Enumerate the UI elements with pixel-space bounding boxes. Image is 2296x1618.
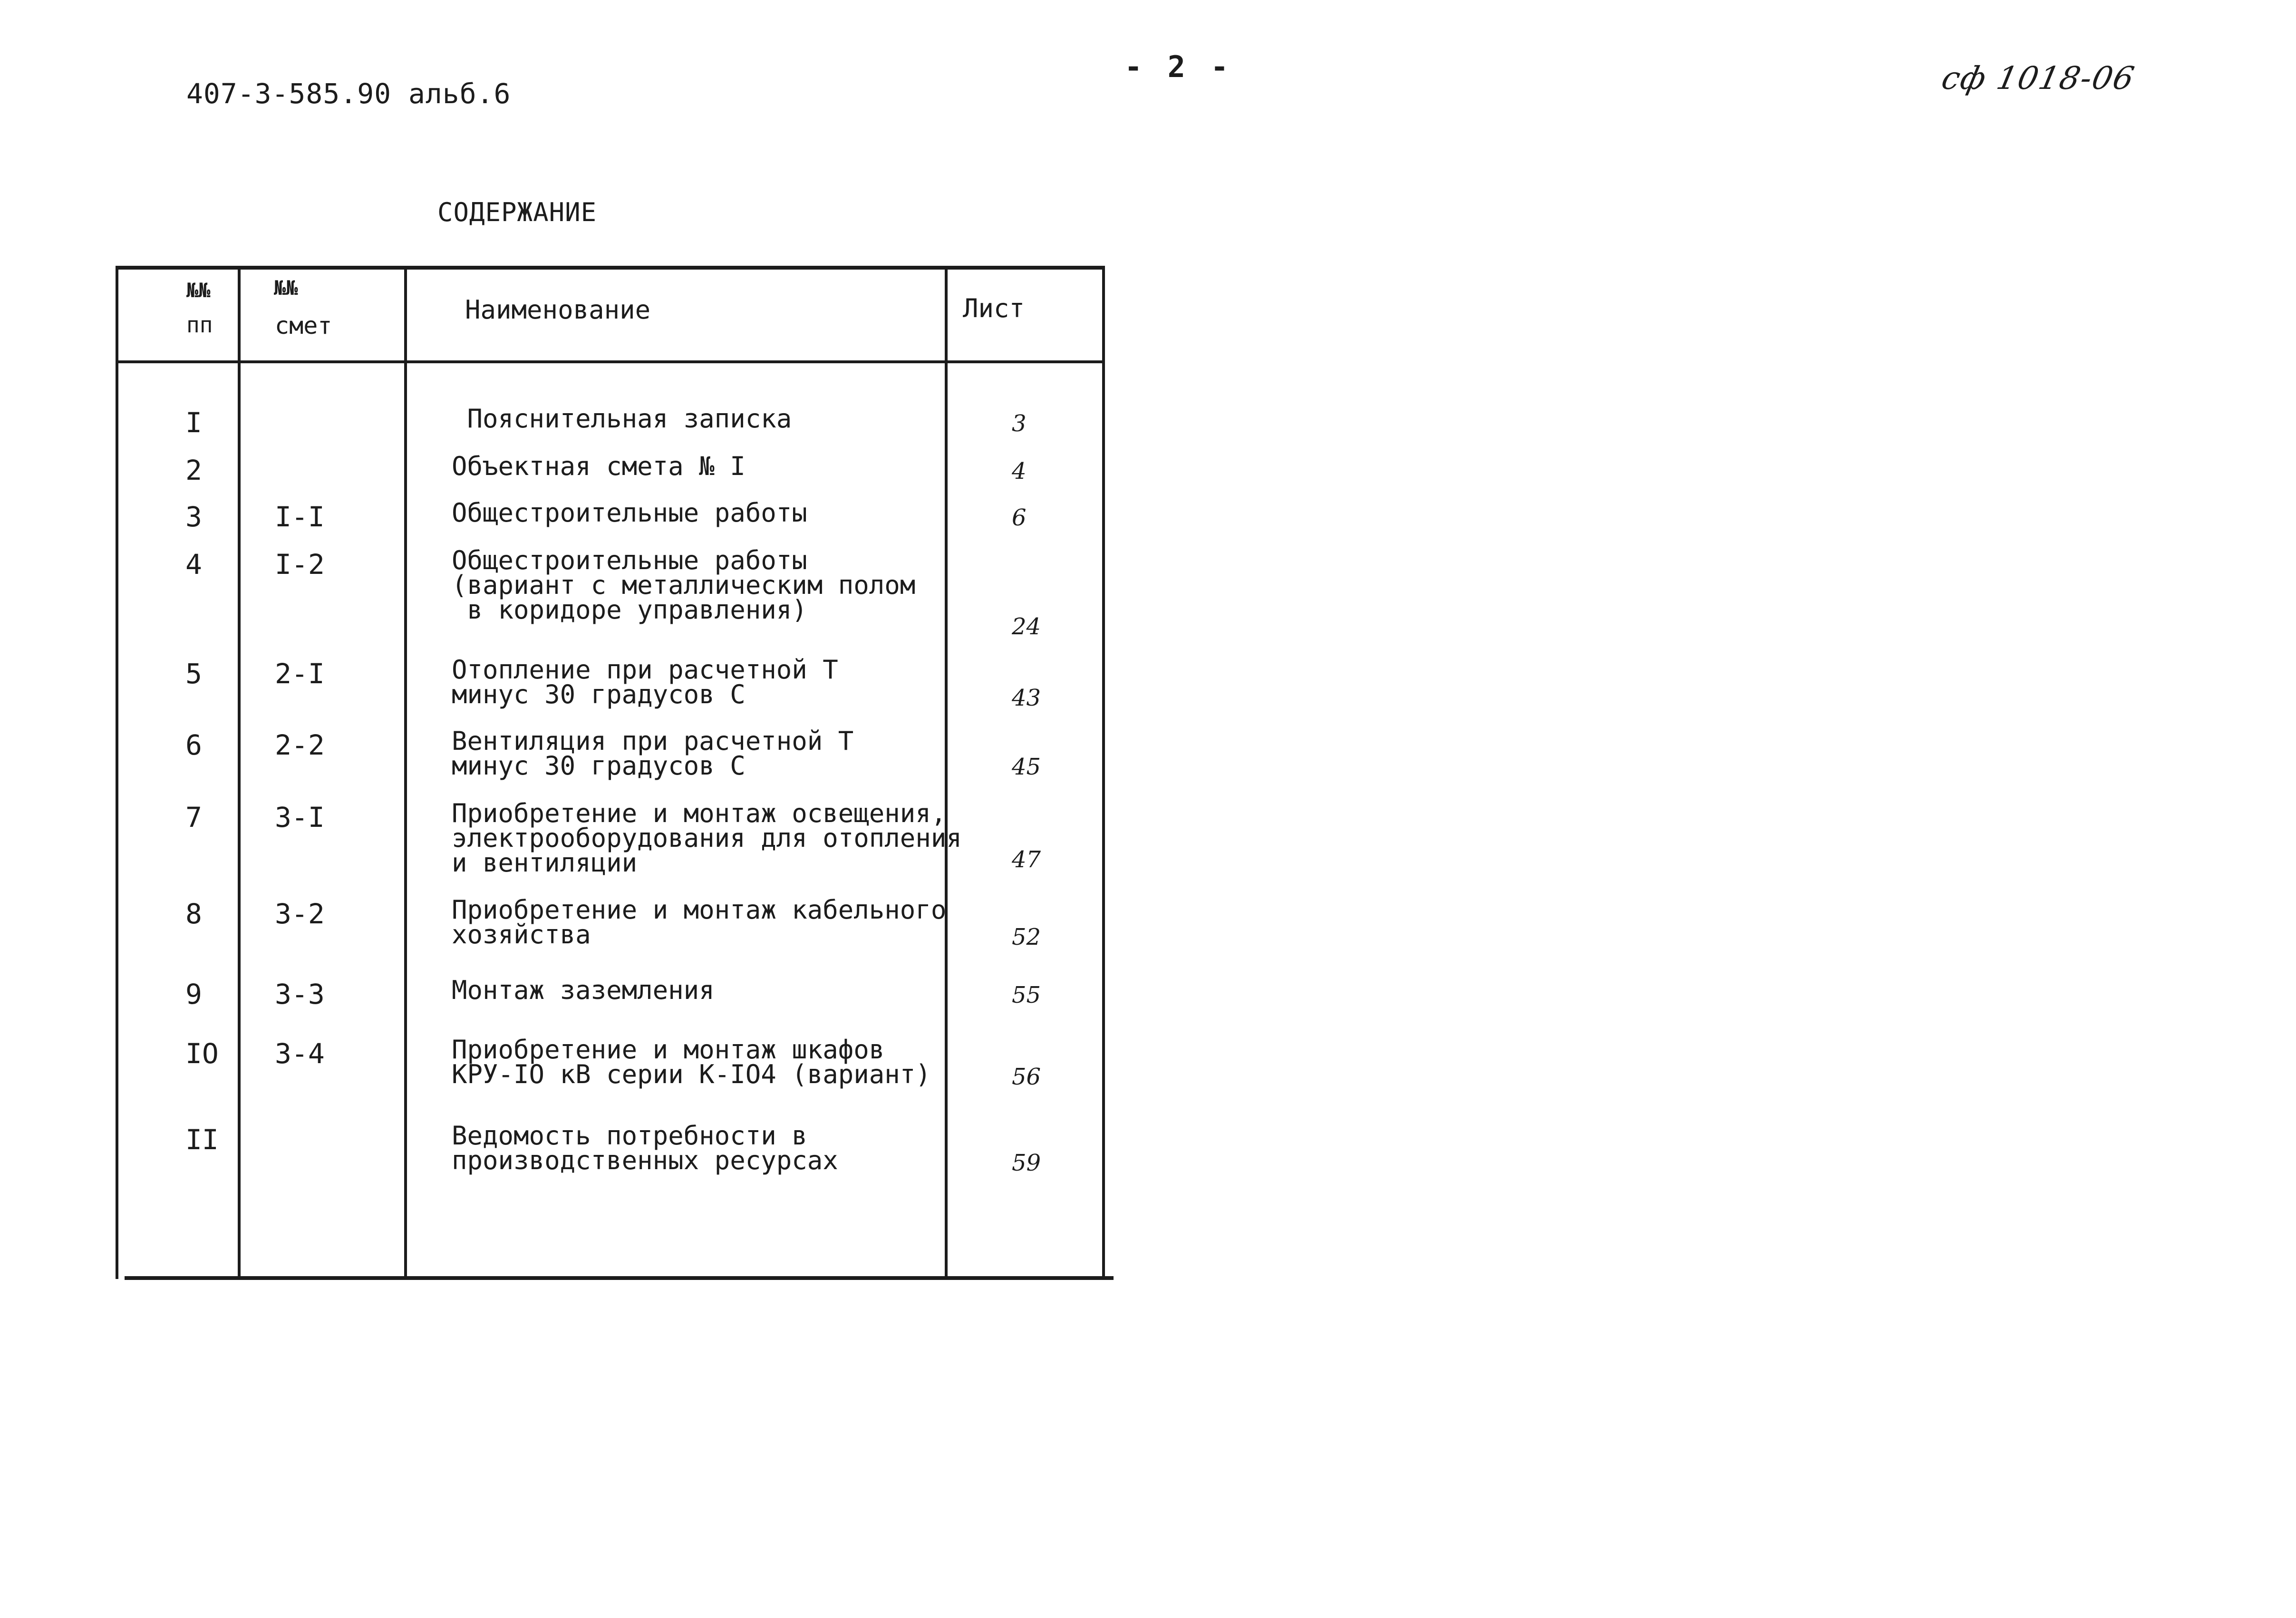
row-name: Общестроительные работы: [452, 498, 807, 528]
row-number: 2: [185, 454, 202, 486]
row-name: Общестроительные работы (вариант с металлическим полом в коридоре управления): [452, 545, 916, 625]
row-sheet: 6: [1012, 504, 1027, 531]
table-rule-bottom: [125, 1276, 1114, 1280]
row-sheet: 55: [1012, 982, 1041, 1008]
row-sheet: 47: [1012, 846, 1041, 873]
handwritten-code: сф 1018-06: [1938, 60, 2139, 97]
table-rule-col1: [238, 266, 241, 1279]
table-rule-top: [116, 266, 1104, 270]
row-estimate: 3-3: [275, 978, 325, 1010]
row-sheet: 52: [1012, 924, 1041, 950]
row-estimate: I-I: [275, 501, 325, 533]
row-estimate: 3-4: [275, 1037, 325, 1070]
row-name: Отопление при расчетной Т минус 30 градусов С: [452, 655, 838, 709]
row-sheet: 4: [1012, 458, 1027, 484]
row-sheet: 56: [1012, 1064, 1041, 1090]
row-name: Вентиляция при расчетной Т минус 30 градусов С: [452, 726, 854, 781]
row-estimate: 3-I: [275, 801, 325, 833]
document-code: 407-3-585.90 альб.6: [186, 78, 511, 110]
header-estimate-label-1: №№: [274, 276, 298, 300]
row-estimate: 2-I: [275, 658, 325, 690]
table-rule-header: [116, 360, 1104, 363]
row-sheet: 3: [1012, 410, 1027, 437]
row-name: Приобретение и монтаж освещения, электрооборудования для отопления и вентиляции: [452, 798, 962, 878]
header-no-label-2: пп: [186, 312, 213, 338]
header-name-label: Наименование: [465, 295, 651, 325]
row-number: 4: [185, 548, 202, 581]
row-name: Ведомость потребности в производственных ресурсах: [452, 1121, 838, 1175]
row-name: Приобретение и монтаж кабельного хозяйства: [452, 895, 947, 949]
row-number: 6: [185, 729, 202, 761]
contents-title: СОДЕРЖАНИЕ: [437, 197, 597, 227]
row-sheet: 24: [1012, 613, 1041, 640]
row-number: 7: [185, 801, 202, 833]
row-number: 3: [185, 501, 202, 533]
row-name: Приобретение и монтаж шкафов КРУ-IO кВ серии К-IO4 (вариант): [452, 1035, 931, 1089]
row-number: II: [185, 1124, 219, 1156]
header-estimate-label-2: смет: [275, 312, 332, 339]
table-rule-col2: [404, 266, 407, 1279]
row-name: Объектная смета № I: [452, 451, 746, 481]
row-number: I: [185, 407, 202, 439]
row-number: 9: [185, 978, 202, 1010]
row-name: Монтаж заземления: [452, 975, 715, 1005]
header-sheet-label: Лист: [963, 293, 1025, 323]
row-sheet: 43: [1012, 685, 1041, 711]
row-number: IO: [185, 1037, 219, 1070]
row-number: 5: [185, 658, 202, 690]
table-rule-col3: [945, 266, 948, 1279]
row-sheet: 59: [1012, 1150, 1041, 1176]
row-name: Пояснительная записка: [452, 404, 792, 434]
table-rule-right: [1102, 266, 1105, 1279]
table-rule-left: [116, 266, 118, 1279]
row-estimate: I-2: [275, 548, 325, 581]
header-no-label-1: №№: [186, 279, 211, 302]
row-estimate: 2-2: [275, 729, 325, 761]
row-sheet: 45: [1012, 754, 1041, 780]
row-number: 8: [185, 898, 202, 930]
page-number: - 2 -: [1124, 49, 1232, 84]
row-estimate: 3-2: [275, 898, 325, 930]
